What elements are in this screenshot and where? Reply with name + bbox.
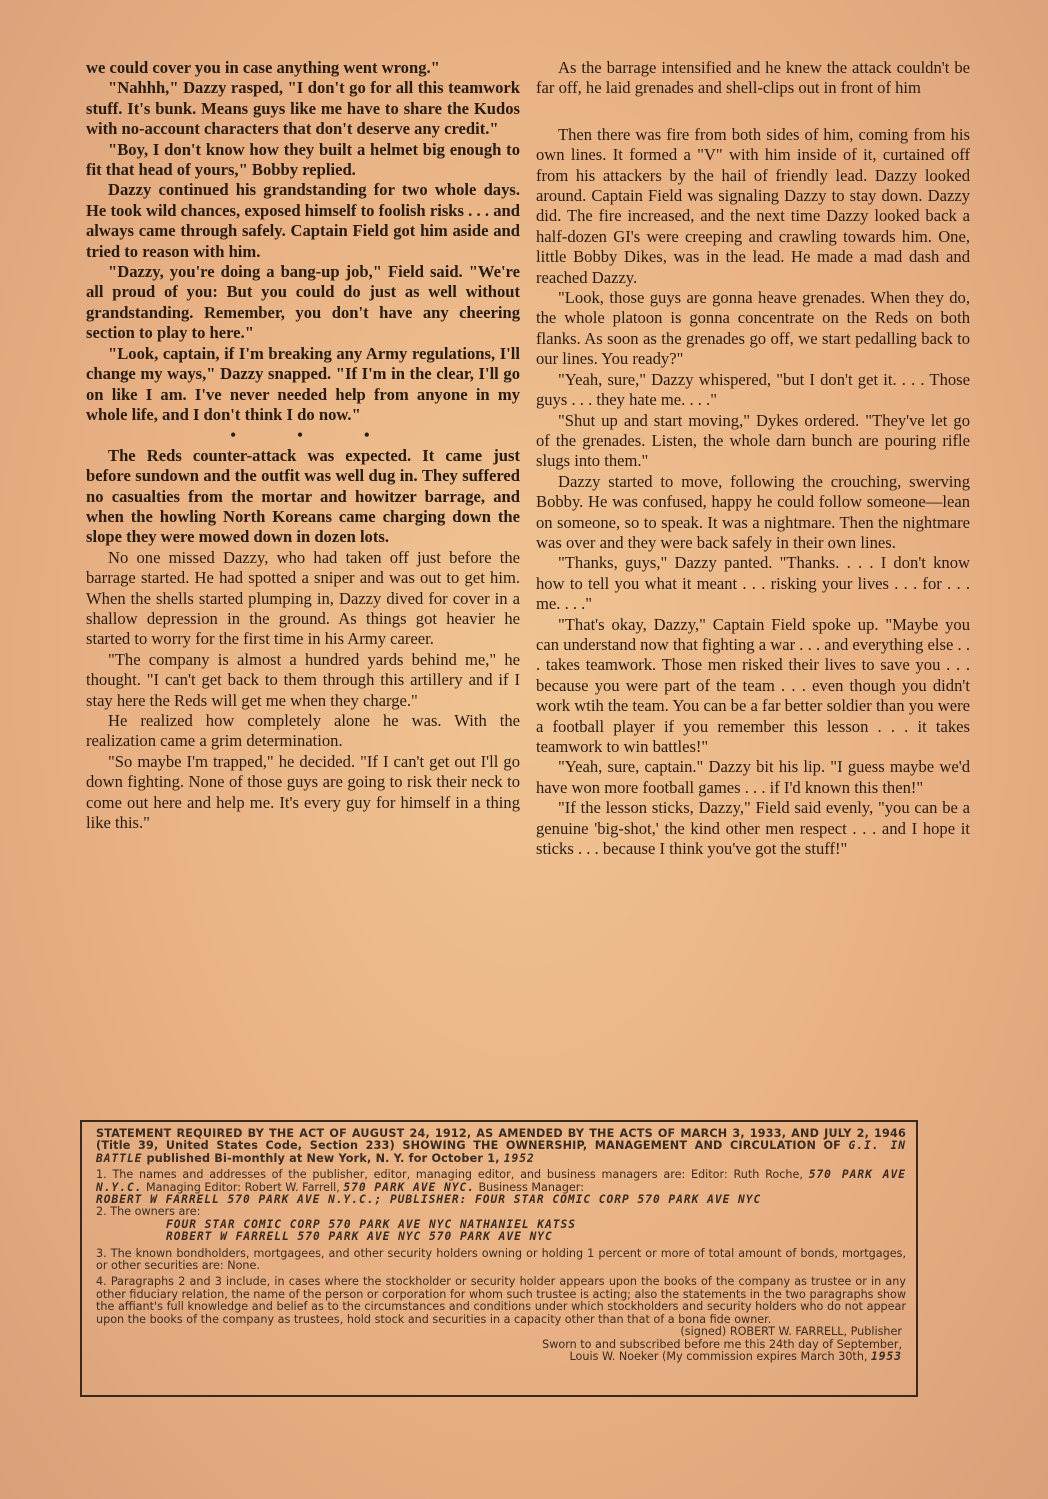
paragraph: "Boy, I don't know how they built a helmet big enough to fit that head of yours," Bobby replied. [86, 139, 520, 180]
notary-line [96, 1351, 906, 1363]
handwritten-address: 570 PARK AVE N.Y.C. [96, 1168, 906, 1194]
handwritten-year: 1952 [503, 1151, 535, 1165]
paragraph: Then there was fire from both sides of him, coming from his own lines. It formed a "V" with him inside of it, curtained off from his attackers by the hail of friendly lead. Dazzy looked around. Captain Field was signaling Dazzy to stay down. Dazzy did. The fire increased, and the next time Dazzy looked back a half-dozen GI's were creeping and crawling towards him. One, little Bobby Dikes, was in the lead. He made a mad dash and reached Dazzy. [536, 124, 970, 287]
section-separator: • • • [230, 425, 398, 446]
paragraph: Dazzy started to move, following the crouching, swerving Bobby. He was confused, happy he could follow someone—lean on someone, so to speak. It was a nightmare. Then the nightmare was over and they were back safely in their own lines. [536, 471, 970, 552]
signed-line: (signed) ROBERT W. FARRELL, Publisher [680, 1325, 902, 1339]
handwritten-owners: ROBERT W FARRELL 570 PARK AVE NYC 570 PARK AVE NYC [166, 1230, 553, 1244]
ownership-statement-box [80, 1120, 918, 1397]
sworn-line: Sworn to and subscribed before me this 24th day of September, [542, 1337, 902, 1351]
published-text: published Bi-monthly at New York, N. Y. for October 1, [146, 1151, 500, 1165]
handwritten-line: ROBERT W FARRELL 570 PARK AVE N.Y.C.; PUBLISHER: FOUR STAR COMIC CORP 570 PARK AVE NYC [96, 1193, 762, 1207]
paragraph: "Look, those guys are gonna heave grenades. When they do, the whole platoon is gonna concentrate on the Reds on both flanks. As soon as the grenades go off, we start pedalling back to our lines. You ready?" [536, 288, 970, 369]
item1-managing: Managing Editor: Robert W. Farrell, [145, 1180, 340, 1194]
handwritten-title: G.I. IN BATTLE [96, 1139, 906, 1165]
paragraph: "Dazzy, you're doing a bang-up job," Field said. "We're all proud of you: But you could do just as well without grandstanding. Remember, you don't have any cheering section to play to here." [86, 262, 520, 343]
paragraph: "The company is almost a hundred yards behind me," he thought. "I can't get back to them through this artillery and if I stay here the Reds will get me when they charge." [86, 649, 520, 710]
statement-item-2: 2. The owners are: [96, 1205, 201, 1219]
paragraph: "That's okay, Dazzy," Captain Field spoke up. "Maybe you can understand now that fighting a war . . . and everything else . . . takes teamwork. Those men risked their lives to save you . . . because you were part of the team . . . even though you didn't work wtih the team. You can be a far better soldier than you were a football player if you remember this lesson . . . it takes teamwork to win battles!" [536, 614, 970, 756]
handwritten-owners: FOUR STAR COMIC CORP 570 PARK AVE NYC NATHANIEL KATSS [166, 1217, 576, 1231]
paragraph: The Reds counter-attack was expected. It came just before sundown and the outfit was well dug in. They suffered no casualties from the mortar and howitzer barrage, and when the howling North Koreans came charging down the slope they were mowed down in dozen lots. [86, 445, 520, 547]
paragraph: "Thanks, guys," Dazzy panted. "Thanks. . . . I don't know how to tell you what it meant . . . risking your lives . . . for . . . me. . . ." [536, 553, 970, 614]
paragraph: "Look, captain, if I'm breaking any Army regulations, I'll change my ways," Dazzy snapped. "If I'm in the clear, I'll go on like I am. I've never needed help from anyone in my whole life, and I don't think I do now." [86, 343, 520, 424]
statement-item-1 [96, 1169, 906, 1194]
statement-header-text: STATEMENT REQUIRED BY THE ACT OF AUGUST 24, 1912, AS AMENDED BY THE ACTS OF MARCH 3, 1933, AND JULY 2, 1946 (Title 39, United States Code, Section 233) SHOWING THE OWNERSHIP, MANAGEMENT AND CIRCULATION OF [96, 1127, 906, 1153]
handwritten-address: 570 PARK AVE NYC. [343, 1180, 475, 1194]
paragraph: "If the lesson sticks, Dazzy," Field said evenly, "you can be a genuine 'big-shot,' the kind other men respect . . . and I hope it sticks . . . because I think you've got the stuff!" [536, 798, 970, 859]
paragraph: He realized how completely alone he was. With the realization came a grim determination. [86, 711, 520, 751]
paragraph: we could cover you in case anything went wrong." [86, 58, 440, 77]
paragraph: "Shut up and start moving," Dykes ordered. "They've let go of the grenades. Listen, the whole darn bunch are pouring rifle slugs into them." [536, 410, 970, 471]
paragraph: "Yeah, sure," Dazzy whispered, "but I don't get it. . . . Those guys . . . they hate me. . . ." [536, 369, 970, 410]
item1-business: Business Manager: [478, 1180, 584, 1194]
statement-header [96, 1128, 906, 1165]
paragraph: No one missed Dazzy, who had taken off just before the barrage started. He had spotted a sniper and was out to get him. When the shells started plumping in, Dazzy dived for cover in a shallow depression in the ground. As things got heavier he started to worry for the first time in his Army career. [86, 547, 520, 649]
notary-text: Louis W. Noeker (My commission expires March 30th, [569, 1349, 868, 1363]
paragraph: "Yeah, sure, captain." Dazzy bit his lip. "I guess maybe we'd have won more football games . . . if I'd known this then!" [536, 757, 970, 797]
paragraph: "So maybe I'm trapped," he decided. "If I can't get out I'll go down fighting. None of those guys are going to risk their neck to come out here and help me. It's every guy for himself in a thing like this." [86, 751, 520, 833]
item1-text: 1. The names and addresses of the publisher, editor, managing editor, and business managers are: Editor: Ruth Roche, [96, 1168, 803, 1182]
statement-item-3: 3. The known bondholders, mortgagees, and other security holders owning or holding 1 percent or more of total amount of bonds, mortgages, or other securities are: None. [96, 1246, 906, 1273]
right-text-column [536, 58, 970, 859]
left-text-column [86, 58, 520, 833]
handwritten-notary-year: 1953 [871, 1349, 902, 1363]
paragraph: "Nahhh," Dazzy rasped, "I don't go for all this teamwork stuff. It's bunk. Means guys like me have to share the Kudos with no-account characters that don't deserve any credit." [86, 78, 520, 139]
paragraph: As the barrage intensified and he knew the attack couldn't be far off, he laid grenades and shell-clips out in front of him [536, 58, 970, 98]
paragraph: Dazzy continued his grandstanding for two whole days. He took wild chances, exposed himself to foolish risks . . . and always came through safely. Captain Field got him aside and tried to reason with him. [86, 180, 520, 261]
statement-item-4: 4. Paragraphs 2 and 3 include, in cases where the stockholder or security holder appears upon the books of the company as trustee or in any other fiduciary relation, the name of the person or corporation for whom such trustee is acting; also the statements in the two paragraphs show the affiant's full knowledge and belief as to the circumstances and conditions under which stockholders and security holders who do not appear upon the books of the company as trustees, hold stock and securities in a capacity other than that of a bona fide owner. [96, 1275, 906, 1326]
